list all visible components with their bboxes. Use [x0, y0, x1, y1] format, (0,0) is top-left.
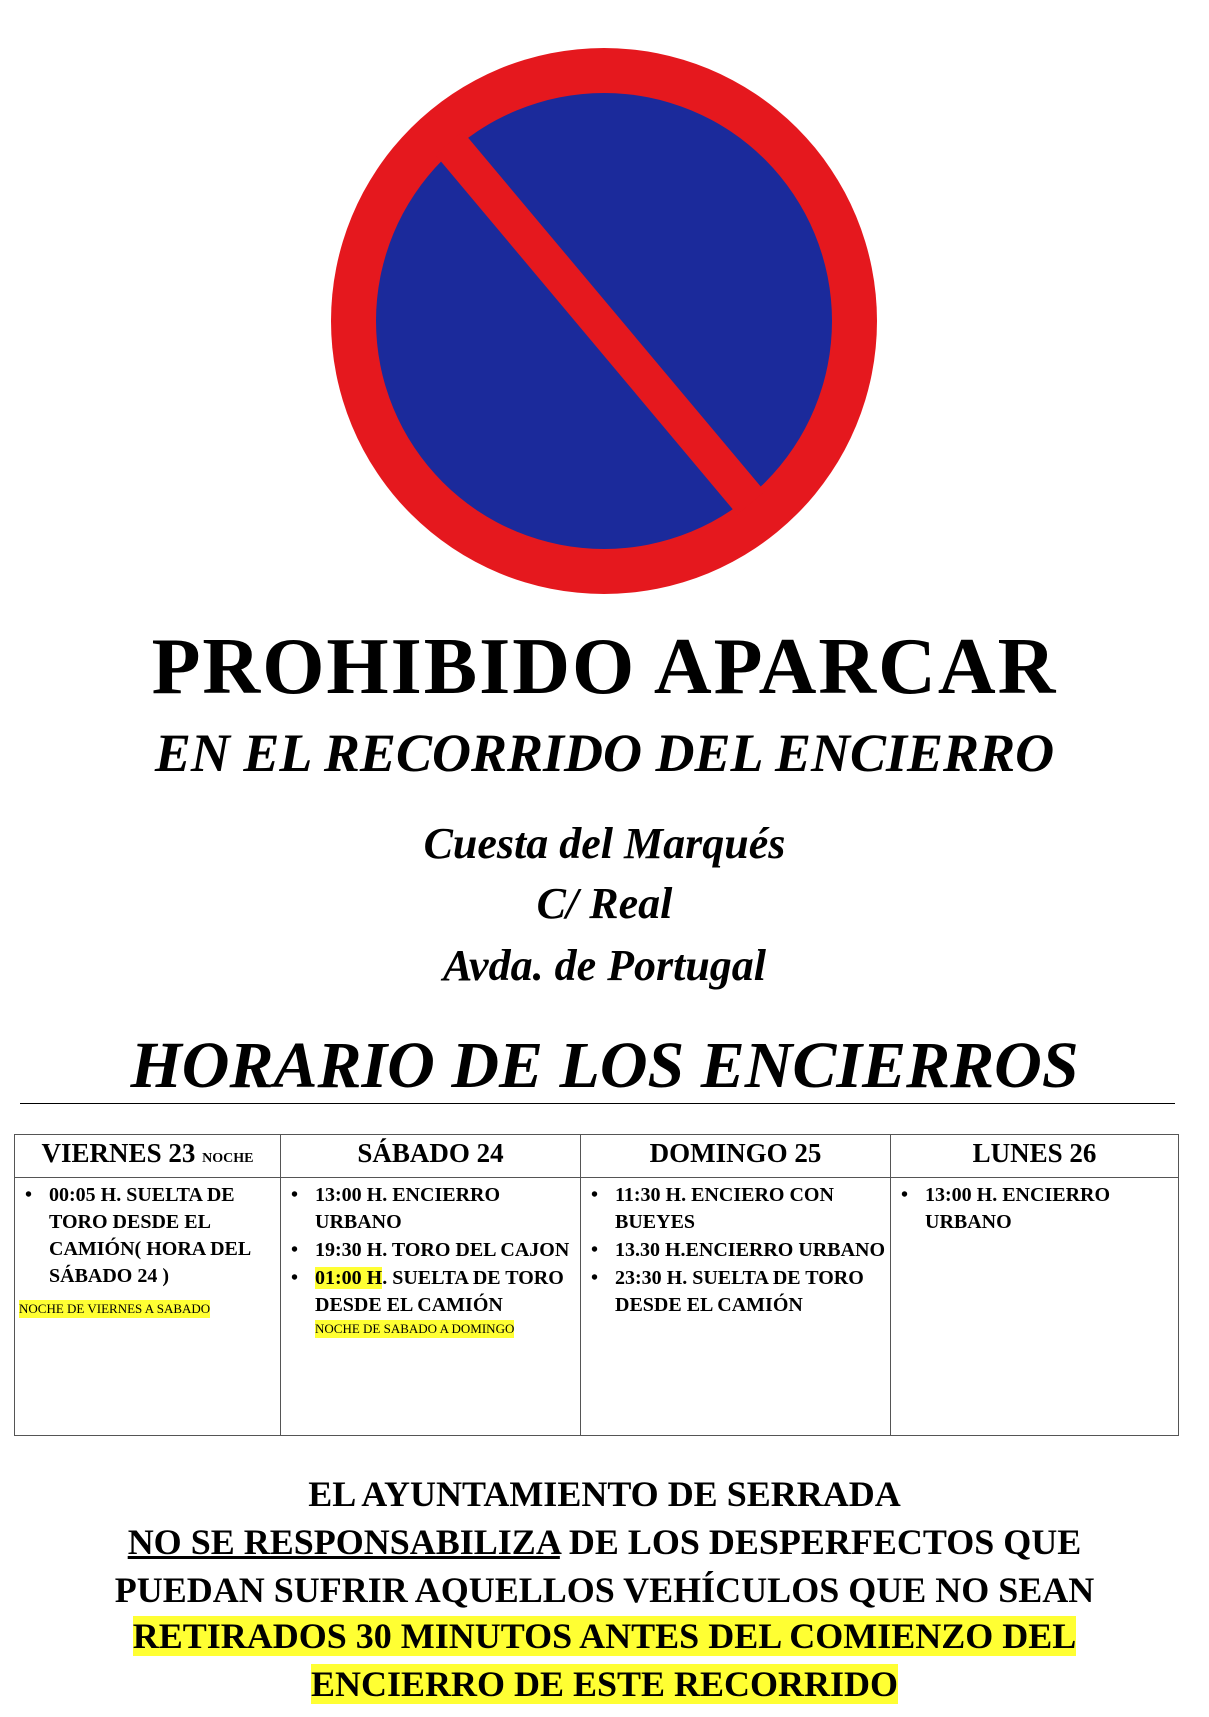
day-note: NOCHE [202, 1151, 254, 1166]
schedule-table [14, 1134, 1179, 1436]
street-name: Avda. de Portugal [442, 941, 767, 990]
item-text: 23:30 H. SUELTA DE TORO DESDE EL CAMIÓN [615, 1267, 864, 1316]
note-highlight: NOCHE DE VIERNES A SABADO [19, 1301, 211, 1316]
schedule-title: HORARIO DE LOS ENCIERROS [130, 1029, 1079, 1102]
item-text: 13.30 H.ENCIERRO URBANO [615, 1239, 886, 1261]
page-subtitle: EN EL RECORRIDO DEL ENCIERRO [154, 723, 1055, 783]
note-highlight: NOCHE DE SABADO A DOMINGO [315, 1321, 515, 1336]
no-parking-sign-icon [331, 48, 877, 594]
time-highlight: 01:00 H [315, 1267, 383, 1289]
list-item: • 19:30 H. TORO DEL CAJON [291, 1239, 570, 1261]
divider [20, 1103, 1175, 1104]
list-item: • 11:30 H. ENCIERO CON BUEYES [591, 1184, 834, 1233]
footer-line: PUEDAN SUFRIR AQUELLOS VEHÍCULOS QUE NO SEAN [114, 1570, 1095, 1610]
cell-viernes [15, 1178, 281, 1436]
column-header-lunes: LUNES 26 [891, 1135, 1179, 1178]
cell-domingo [581, 1178, 891, 1436]
footer-line [0, 1660, 1209, 1708]
list-item: • 00:05 H. SUELTA DE TORO DESDE EL CAMIÓN( HORA DEL SÁBADO 24 ) [25, 1184, 251, 1287]
item-text: 00:05 H. SUELTA DE TORO DESDE EL CAMIÓN( HORA DEL SÁBADO 24 ) [49, 1184, 251, 1287]
footer-underlined: NO SE RESPONSABILIZA [127, 1522, 560, 1562]
footer-line: EL AYUNTAMIENTO DE SERRADA [308, 1474, 901, 1514]
list-item: • 13.30 H.ENCIERRO URBANO [591, 1239, 886, 1261]
item-text: 11:30 H. ENCIERO CON BUEYES [615, 1184, 834, 1233]
footer-text: DE LOS DESPERFECTOS QUE [559, 1522, 1082, 1562]
footer-line [0, 1612, 1209, 1660]
cell-sabado [281, 1178, 581, 1436]
street-name: C/ Real [536, 879, 673, 928]
column-header-sabado: SÁBADO 24 [281, 1135, 581, 1178]
footer-line [0, 1518, 1209, 1566]
list-item: • 23:30 H. SUELTA DE TORO DESDE EL CAMIÓN [591, 1267, 864, 1316]
item-text: 19:30 H. TORO DEL CAJON [315, 1239, 570, 1261]
street-name: Cuesta del Marqués [423, 819, 786, 868]
page-title: PROHIBIDO APARCAR [151, 623, 1058, 711]
list-item: • 13:00 H. ENCIERRO URBANO [901, 1184, 1111, 1233]
item-text: 13:00 H. ENCIERRO URBANO [315, 1184, 501, 1233]
footer-highlight: ENCIERRO DE ESTE RECORRIDO [310, 1664, 899, 1704]
day-label: VIERNES 23 [41, 1138, 196, 1168]
list-item: • 13:00 H. ENCIERRO URBANO [291, 1184, 501, 1233]
cell-lunes [891, 1178, 1179, 1436]
column-header-domingo: DOMINGO 25 [581, 1135, 891, 1178]
footer-highlight: RETIRADOS 30 MINUTOS ANTES DEL COMIENZO DEL [132, 1616, 1077, 1656]
column-header-viernes [15, 1135, 281, 1178]
list-item: • 01:00 H. SUELTA DE TORO DESDE EL CAMIÓN [291, 1267, 564, 1316]
item-text: 13:00 H. ENCIERRO URBANO [925, 1184, 1111, 1233]
item-text: . SUELTA DE TORO DESDE EL CAMIÓN [315, 1267, 564, 1316]
